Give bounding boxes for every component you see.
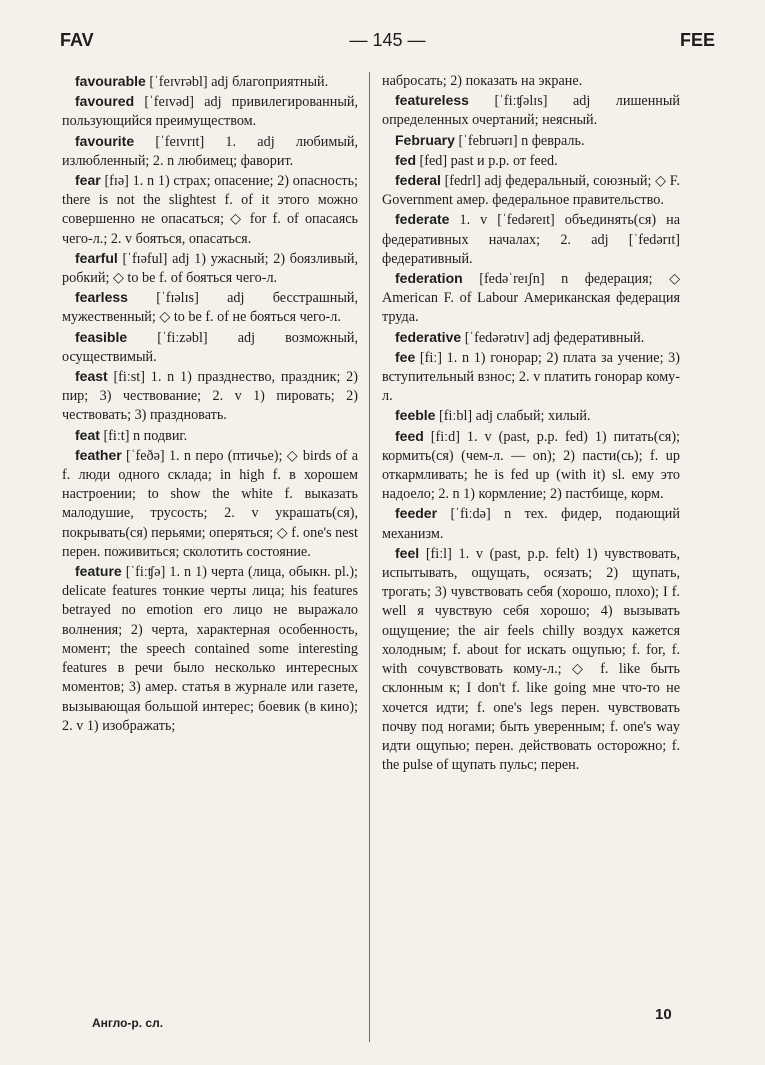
entry-headword: featureless <box>395 92 469 109</box>
entry-headword: feature <box>75 563 122 580</box>
page-header <box>60 30 715 56</box>
entry-definition: [fiːbl] adj слабый; хилый. <box>439 408 591 425</box>
entry-headword: fearless <box>75 289 128 306</box>
dictionary-entry <box>382 328 680 348</box>
entry-definition: [ˈfiːʧəlɪs] adj лишенный определенных очертаний; неясный. <box>382 93 681 129</box>
entry-definition: [ˈfedərətɪv] adj федеративный. <box>464 329 645 346</box>
dictionary-entry <box>62 328 358 367</box>
entry-headword: federal <box>395 172 441 189</box>
entry-definition: [ˈfiːzəbl] adj возможный, осуществимый. <box>62 329 358 365</box>
entry-headword: favourable <box>75 73 146 89</box>
dictionary-entry <box>382 427 680 505</box>
entry-headword: fearful <box>75 249 118 266</box>
entry-definition: [ˈfeɪvrɪt] 1. adj любимый, излюбленный; 2. n любимец; фаворит. <box>62 133 359 169</box>
dictionary-entry <box>62 426 358 446</box>
entry-definition: [fiː] 1. n 1) гонорар; 2) плата за учение; 3) вступительный взнос; 2. v платить гонорар кому-л. <box>382 349 680 405</box>
entry-definition: [ˈfɪəlɪs] adj бесстрашный, мужественный; ◇ to be f. of не бояться чего-л. <box>62 290 359 326</box>
entry-headword: feather <box>75 446 122 463</box>
dictionary-entry <box>382 348 680 407</box>
column-divider <box>369 72 370 1042</box>
entry-definition: [fɪə] 1. n 1) страх; опасение; 2) опасность; there is not the slightest f. of it этого можно совершенно не опасаться; ◇ for f. of опасаясь чего-л.; 2. v бояться, опасаться. <box>62 173 359 247</box>
signature-mark: Англо-р. сл. <box>92 1016 164 1030</box>
entry-definition: [fiːl] 1. v (past, p.p. felt) 1) чувствовать, испытывать, ощущать, осязать; 2) щупать, трогать; 3) чувствовать себя (хорошо, плохо); I f. well я чувствую себя хорошо; 4) вызывать ощущение; the air feels chilly воздух кажется холодным; f. about for искать ощупью; f. for, f. with сочувствовать кому-л.; ◇ f. like быть склонным к; I don't f. like going мне что-то не хочется идти; f. one's legs перен. чувствовать почву под ногами; быть уверенным; f. one's way идти ощупью; перен. действовать осторожно; f. the pulse of щупать пульс; перен. <box>382 545 680 774</box>
entry-definition: 1. v [ˈfedəreɪt] объединять(ся) на федеративных началах; 2. adj [ˈfedərɪt] федеративный. <box>382 212 680 267</box>
entry-definition: [fiːst] 1. n 1) празднество, праздник; 2) пир; 3) чествование; 2. v 1) пировать; 2) чествовать; 3) праздновать. <box>62 369 358 424</box>
dictionary-entry <box>382 72 680 91</box>
sheet-number: 10 <box>655 1006 672 1023</box>
dictionary-entry <box>382 269 680 328</box>
right-column <box>382 72 680 775</box>
dictionary-entry <box>62 562 358 736</box>
entry-headword: feat <box>75 426 100 443</box>
entry-definition: [fed] past и p.p. от feed. <box>419 152 558 169</box>
entry-definition: [ˈfeɪvəd] adj привилегированный, пользующийся преимуществом. <box>62 94 358 130</box>
entry-headword: fed <box>395 151 416 168</box>
entry-headword: feed <box>395 427 424 444</box>
header-last-word: FEE <box>679 30 715 50</box>
dictionary-entry <box>382 131 680 151</box>
dictionary-entry <box>62 132 358 171</box>
dictionary-entry <box>382 504 680 543</box>
entry-definition: [fedəˈreɪʃn] n федерация; ◇ American F. of Labour Американская федерация труда. <box>382 271 681 326</box>
dictionary-entry <box>62 171 358 249</box>
header-first-word: FAV <box>60 30 94 50</box>
entry-headword: favoured <box>75 93 135 110</box>
entry-headword: feasible <box>75 328 128 345</box>
left-column <box>62 72 358 736</box>
entry-definition: [ˈfɪəful] adj 1) ужасный; 2) боязливый, робкий; ◇ to be f. of бояться чего-л. <box>62 250 359 287</box>
entry-definition: [ˈfebruərɪ] n февраль. <box>458 132 585 149</box>
dictionary-entry <box>62 249 358 288</box>
dictionary-entry <box>382 171 680 210</box>
dictionary-entry <box>382 151 680 171</box>
entry-definition: [ˈfiːʧə] 1. n 1) черта (лица, обыкн. pl.); delicate features тонкие черты лица; his features betrayed no emotion его лицо не выражало волнения; 2) черта, характерная особенность, момент; the speech contained some interesting features в речи было несколько интересных моментов; 3) амер. статья в журнале или газете, вызывающая большой интерес; боевик (в кино); 2. v 1) изображать; <box>62 564 358 734</box>
entry-headword: feeder <box>395 505 438 522</box>
entry-definition: набросать; 2) показать на экране. <box>382 73 583 89</box>
page-number: — 145 — <box>349 30 426 50</box>
dictionary-entry <box>382 210 680 269</box>
entry-definition: [fiːd] 1. v (past, p.p. fed) 1) питать(ся); кормить(ся) (чем-л. — on); 2) пасти(сь); f. up откармливать; he is fed up (with it) sl. ему это надоело; 2. n 1) кормление; 2) пастбище, корм. <box>382 428 680 503</box>
dictionary-entry <box>62 446 358 562</box>
entry-headword: feast <box>75 368 108 385</box>
entry-definition: [fiːt] n подвиг. <box>103 427 188 444</box>
entry-definition: [ˈfeɪvrəbl] adj благоприятный. <box>149 74 329 90</box>
entry-headword: feeble <box>395 407 436 424</box>
dictionary-entry <box>62 367 358 426</box>
dictionary-entry <box>382 91 680 130</box>
entry-headword: federation <box>395 270 463 287</box>
entry-headword: federate <box>395 211 450 228</box>
entry-headword: fear <box>75 172 101 189</box>
entry-headword: federative <box>395 328 462 345</box>
entry-definition: [fedrl] adj федеральный, союзный; ◇ F. Government амер. федеральное правительство. <box>382 173 680 209</box>
entry-definition: [ˈfiːdə] n тех. фидер, подающий механизм. <box>382 506 680 542</box>
entry-headword: fee <box>395 348 416 365</box>
dictionary-entry <box>62 72 358 92</box>
dictionary-entry <box>382 544 680 775</box>
dictionary-entry <box>62 288 358 327</box>
entry-headword: February <box>395 131 455 148</box>
dictionary-entry <box>62 92 358 131</box>
entry-headword: feel <box>395 544 420 561</box>
entry-headword: favourite <box>75 132 135 149</box>
dictionary-entry <box>382 406 680 426</box>
entry-definition: [ˈfeðə] 1. n перо (птичье); ◇ birds of a f. люди одного склада; in high f. в хорошем настроении; to show the white f. выказать малодушие, трусость; 2. v украшать(ся), покрывать(ся) перьями; оперяться; ◇ f. one's nest перен. поживиться; сколотить состояние. <box>62 447 358 560</box>
